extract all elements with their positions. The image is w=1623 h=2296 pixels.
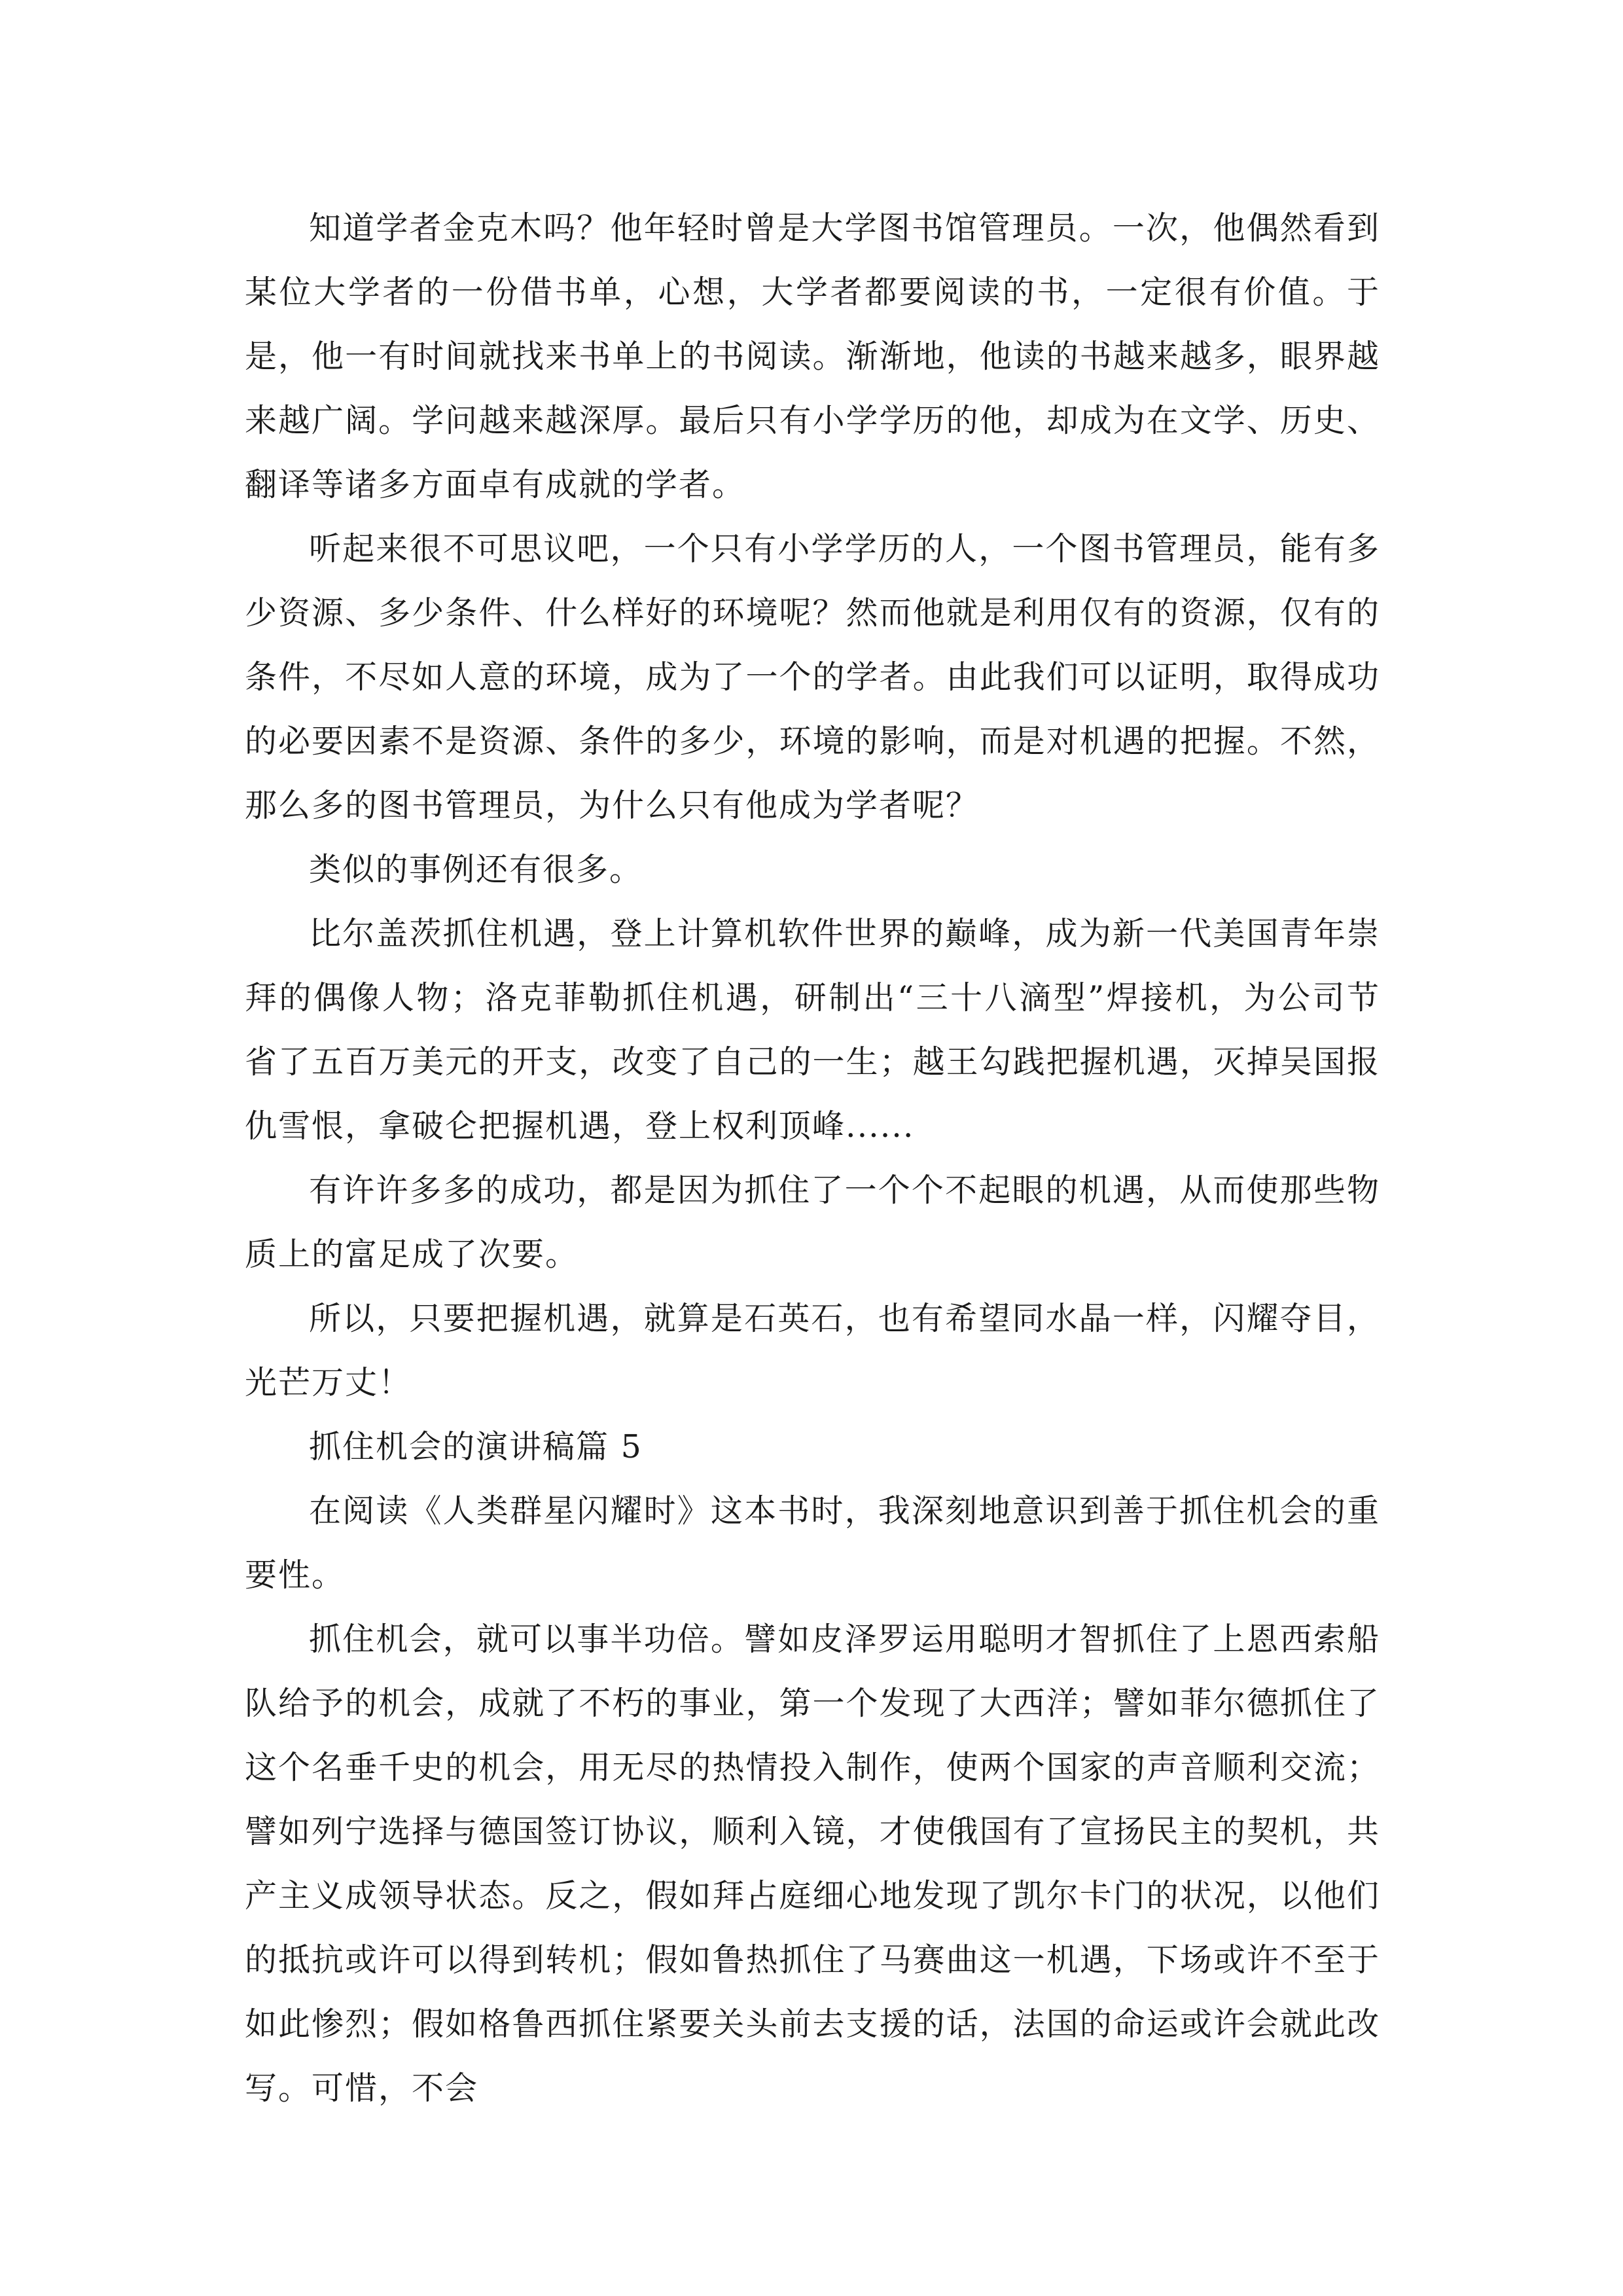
paragraph-many-successes: 有许许多多的成功，都是因为抓住了一个个不起眼的机遇，从而使那些物质上的富足成了次要。 (245, 1172, 1380, 1273)
document-body (245, 196, 1380, 2121)
paragraph-jin-kemu-story: 知道学者金克木吗？他年轻时曾是大学图书馆管理员。一次，他偶然看到某位大学者的一份借书单，心想，大学者都要阅读的书，一定很有价值。于是，他一有时间就找来书单上的书阅读。渐渐地，他读的书越来越多，眼界越来越广阔。学问越来越深厚。最后只有小学学历的他，却成为在文学、历史、翻译等诸多方面卓有成就的学者。 (245, 209, 1380, 503)
paragraph-similar-examples: 类似的事例还有很多。 (309, 851, 643, 888)
paragraph-book-reading: 在阅读《人类群星闪耀时》这本书时，我深刻地意识到善于抓住机会的重要性。 (245, 1492, 1380, 1594)
paragraph-seize-opportunity: 抓住机会，就可以事半功倍。譬如皮泽罗运用聪明才智抓住了上恩西索船队给予的机会，成就了不朽的事业，第一个发现了大西洋；譬如菲尔德抓住了这个名垂千史的机会，用无尽的热情投入制作，使两个国家的声音顺利交流；譬如列宁选择与德国签订协议，顺利入镜，才使俄国有了宣扬民主的契机，共产主义成领导状态。反之，假如拜占庭细心地发现了凯尔卡门的状况，以他们的抵抗或许可以得到转机；假如鲁热抓住了马赛曲这一机遇，下场或许不至于如此惨烈；假如格鲁西抓住紧要关头前去支援的话，法国的命运或许会就此改写。可惜，不会 (245, 1621, 1380, 2107)
paragraph-reflection: 听起来很不可思议吧，一个只有小学学历的人，一个图书管理员，能有多少资源、多少条件、什么样好的环境呢？然而他就是利用仅有的资源，仅有的条件，不尽如人意的环境，成为了一个的学者。由此我们可以证明，取得成功的必要因素不是资源、条件的多少，环境的影响，而是对机遇的把握。不然，那么多的图书管理员，为什么只有他成为学者呢？ (245, 530, 1380, 824)
paragraph-famous-examples: 比尔盖茨抓住机遇，登上计算机软件世界的巅峰，成为新一代美国青年崇拜的偶像人物；洛克菲勒抓住机遇，研制出“三十八滴型”焊接机，为公司节省了五百万美元的开支，改变了自己的一生；越王勾践把握机遇，灭掉吴国报仇雪恨，拿破仑把握机遇，登上权利顶峰...... (245, 915, 1380, 1145)
section-heading: 抓住机会的演讲稿篇 5 (309, 1428, 643, 1465)
paragraph-conclusion: 所以，只要把握机遇，就算是石英石，也有希望同水晶一样，闪耀夺目，光芒万丈！ (245, 1300, 1380, 1401)
